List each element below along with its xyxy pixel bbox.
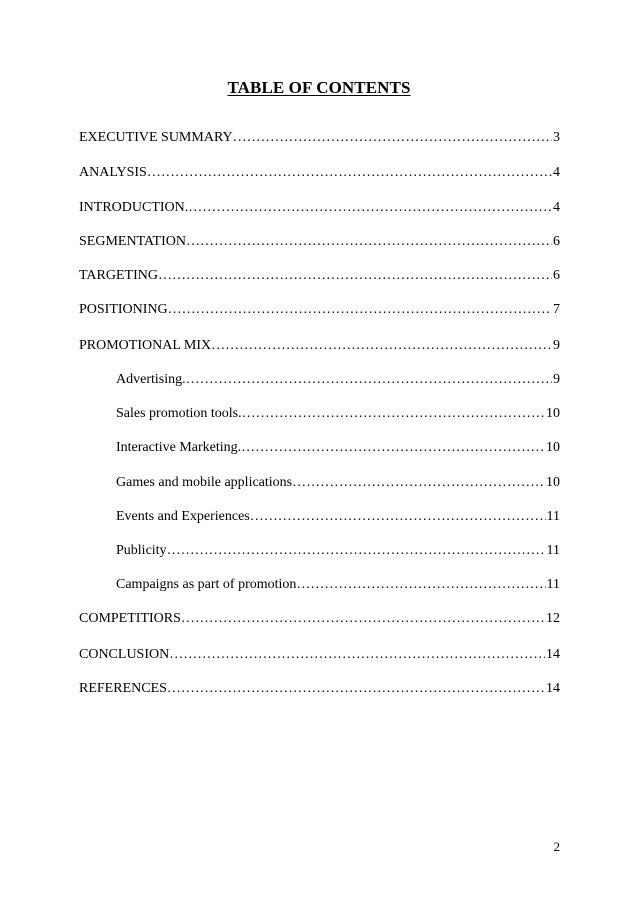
toc-entry-label: COMPETITIORS [79,611,181,626]
toc-leader-dots [181,609,545,629]
toc-entry-page: 11 [546,543,560,558]
toc-entry-label: Campaigns as part of promotion [116,577,297,592]
toc-entry-analysis [79,163,560,183]
toc-entry-page: 10 [546,440,560,455]
toc-entry-page: 6 [553,268,560,283]
toc-entry-page: 14 [546,647,560,662]
toc-entry-page: 11 [546,577,560,592]
toc-entry-promotional-mix [79,336,560,356]
toc-leader-dots [292,473,545,493]
toc-entry-segmentation [79,232,560,252]
toc-leader-dots [211,336,552,356]
toc-entry-games-and-mobile-applications [116,473,560,493]
toc-leader-dots [250,507,546,527]
toc-entry-page: 3 [553,130,560,145]
toc-entry-events-and-experiences [116,507,560,527]
toc-entry-page: 10 [546,406,560,421]
toc-entry-label: REFERENCES [79,681,167,696]
toc-entry-interactive-marketing [116,438,560,458]
toc-leader-dots [186,370,552,390]
toc-entry-page: 7 [553,302,560,317]
toc-entry-positioning [79,300,560,320]
toc-entry-label: CONCLUSION [79,647,170,662]
toc-leader-dots [233,128,552,148]
toc-entry-targeting [79,266,560,286]
toc-leader-dots [241,438,545,458]
page-title: TABLE OF CONTENTS [227,78,411,97]
toc-entry-sales-promotion-tools [116,404,560,424]
toc-entry-label: SEGMENTATION [79,234,186,249]
toc-leader-dots [167,679,545,699]
toc-leader-dots [242,404,545,424]
toc-leader-dots [186,232,552,252]
toc-entry-page: 9 [553,372,560,387]
toc-entry-label: ANALYSIS [79,165,147,180]
toc-entry-conclusion [79,645,560,665]
toc-leader-dots [188,198,552,218]
toc-entry-label: Publicity [116,543,167,558]
toc-entry-introduction [79,198,560,218]
toc-entry-publicity [116,541,560,561]
toc-entry-label: Sales promotion tools. [116,406,242,421]
toc-entry-label: TARGETING [79,268,158,283]
toc-entry-label: POSITIONING [79,302,168,317]
toc-entry-page: 6 [553,234,560,249]
toc-entry-page: 4 [553,165,560,180]
toc-entry-label: Games and mobile applications [116,475,293,490]
toc-leader-dots [158,266,552,286]
toc-entry-page: 11 [546,509,560,524]
toc-leader-dots [167,541,546,561]
toc-entry-advertising [116,370,560,390]
toc-leader-dots [147,163,552,183]
toc-entry-label: INTRODUCTION. [79,200,189,215]
toc-leader-dots [169,645,545,665]
toc-entry-competitiors [79,609,560,629]
toc-entry-label: Interactive Marketing. [116,440,242,455]
toc-entry-page: 14 [546,681,560,696]
toc-entry-page: 12 [546,611,560,626]
toc-leader-dots [296,575,545,595]
page-number: 2 [553,839,560,854]
toc-entry-label: EXECUTIVE SUMMARY [79,130,233,145]
toc-entry-page: 9 [553,338,560,353]
toc-entry-page: 4 [553,200,560,215]
toc-entry-campaigns-as-part-of-promotion [116,575,560,595]
toc-leader-dots [168,300,552,320]
toc-entry-label: PROMOTIONAL MIX [79,338,212,353]
toc-entry-label: Advertising. [116,372,186,387]
toc-entry-references [79,679,560,699]
toc-entry-page: 10 [546,475,560,490]
toc-entry-executive-summary [79,128,560,148]
toc-entry-label: Events and Experiences [116,509,250,524]
